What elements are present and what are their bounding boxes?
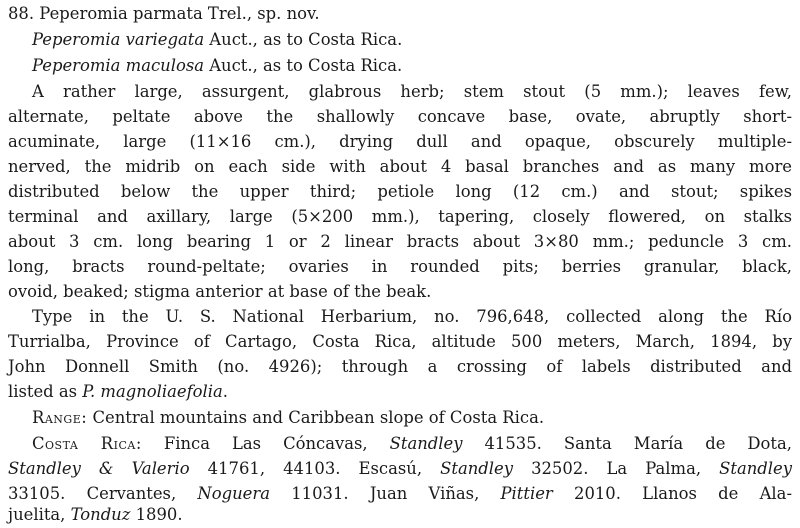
range-text: Central mountains and Caribbean slope of Costa Rica. bbox=[87, 408, 545, 427]
species-number: 88. bbox=[8, 4, 35, 23]
specimens-line: juelita, Tonduz 1890. bbox=[8, 505, 183, 524]
synonym-name: Peperomia maculosa bbox=[32, 56, 204, 75]
description-line: ovoid, beaked; stigma anterior at base of the beak. bbox=[8, 282, 432, 301]
collector: Pittier bbox=[500, 484, 553, 503]
description-line: acuminate, large (11×16 cm.), drying dull and opaque, obscurely multiple- bbox=[8, 132, 792, 151]
collector: Standley bbox=[719, 459, 792, 478]
type-line: Type in the U. S. National Herbarium, no. 796,648, collected along the Río bbox=[32, 307, 792, 326]
type-synonym: P. magnoliaefolia bbox=[82, 382, 223, 401]
collector: Standley & Valerio bbox=[8, 459, 190, 478]
specimens-line: 33105. Cervantes, Noguera 11031. Juan Viñas, Pittier 2010. Llanos de Ala- bbox=[8, 484, 792, 503]
collector: Noguera bbox=[197, 484, 270, 503]
type-line: Turrialba, Province of Cartago, Costa Rica, altitude 500 meters, March, 1894, by bbox=[8, 332, 792, 351]
range-line bbox=[32, 406, 792, 430]
description-line: distributed below the upper third; petiole long (12 cm.) and stout; spikes bbox=[8, 182, 792, 201]
description-line: alternate, peltate above the shallowly concave base, ovate, abruptly short- bbox=[8, 107, 792, 126]
species-name: Peperomia parmata Trel., sp. nov. bbox=[39, 4, 320, 23]
synonym-name: Peperomia variegata bbox=[32, 30, 205, 49]
description-line: A rather large, assurgent, glabrous herb; stem stout (5 mm.); leaves few, bbox=[32, 82, 792, 101]
description-line: nerved, the midrib on each side with about 4 basal branches and as many more bbox=[8, 157, 792, 176]
type-line: John Donnell Smith (no. 4926); through a crossing of labels distributed and bbox=[8, 357, 792, 376]
specimens-label: Costa Rica: bbox=[32, 434, 142, 453]
description-line: about 3 cm. long bearing 1 or 2 linear bracts about 3×80 mm.; peduncle 3 cm. bbox=[8, 232, 792, 251]
collector: Tonduz bbox=[70, 505, 131, 524]
description-line: terminal and axillary, large (5×200 mm.), tapering, closely flowered, on stalks bbox=[8, 207, 792, 226]
synonym-line bbox=[32, 54, 792, 78]
description-line: long, bracts round-peltate; ovaries in rounded pits; berries granular, black, bbox=[8, 257, 792, 276]
synonym-note: Auct., as to Costa Rica. bbox=[204, 56, 403, 75]
synonym-note: Auct., as to Costa Rica. bbox=[204, 30, 403, 49]
collector: Standley bbox=[440, 459, 513, 478]
specimens-line: Standley & Valerio 41761, 44103. Escasú, Standley 32502. La Palma, Standley bbox=[8, 459, 792, 478]
collector: Standley bbox=[389, 434, 463, 453]
synonym-line bbox=[32, 28, 792, 52]
species-heading bbox=[8, 2, 792, 26]
type-line-last: listed as P. magnoliaefolia. bbox=[8, 382, 229, 401]
specimens-line: Costa Rica: Finca Las Cóncavas, Standley 41535. Santa María de Dota, bbox=[32, 434, 792, 453]
range-label: Range: bbox=[32, 408, 88, 427]
